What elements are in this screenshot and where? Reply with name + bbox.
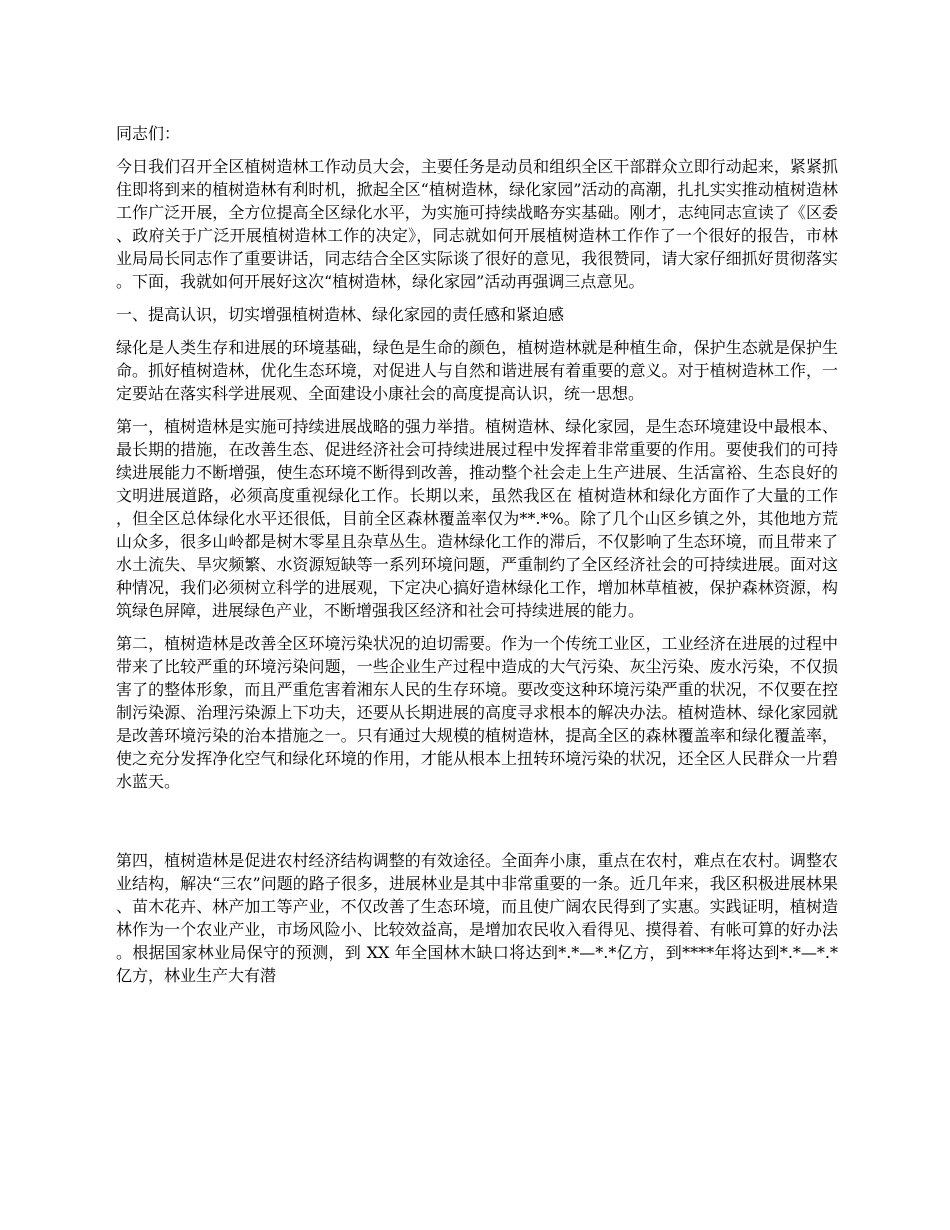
paragraph-point-2: 第二，植树造林是改善全区环境污染状况的迫切需要。作为一个传统工业区，工业经济在进展的过程中带来了比较严重的环境污染问题，一些企业生产过程中造成的大气污染、灰尘污染、废水污染，不仅损害了的整体形象，而且严重危害着湘东人民的生存环境。要改变这种环境污染严重的状况，不仅要在控制污染源、治理污染源上下功夫，还要从长期进展的高度寻求根本的解决办法。植树造林、绿化家园就是改善环境污染的治本措施之一。只有通过大规模的植树造林，提高全区的森林覆盖率和绿化覆盖率，使之充分发挥净化空气和绿化环境的作用，才能从根本上扭转环境污染的状况，还全区人民群众一片碧水蓝天。	[116, 634, 838, 791]
salutation: 同志们：	[116, 124, 181, 143]
paragraph-point-1: 第一，植树造林是实施可持续进展战略的强力举措。植树造林、绿化家园，是生态环境建设中最根本、最长期的措施，在改善生态、促进经济社会可持续进展过程中发挥着非常重要的作用。要使我们的可持续进展能力不断增强，使生态环境不断得到改善，推动整个社会走上生产进展、生活富裕、生态良好的文明进展道路，必须高度重视绿化工作。长期以来，虽然我区在 植树造林和绿化方面作了大量的工作，但全区总体绿化水平还很低，目前全区森林覆盖率仅为**.*%。除了几个山区乡镇之外，其他地方荒山众多，很多山岭都是树木零星且杂草丛生。造林绿化工作的滞后，不仅影响了生态环境，而且带来了水土流失、旱灾频繁、水资源短缺等一系列环境问题，严重制约了全区经济社会的可持续进展。面对这种情况，我们必须树立科学的进展观，下定决心搞好造林绿化工作，增加林草植被，保护森林资源，构筑绿色屏障，进展绿色产业，不断增强我区经济和社会可持续进展的能力。	[116, 417, 838, 620]
paragraph-point-4: 第四，植树造林是促进农村经济结构调整的有效途径。全面奔小康，重点在农村，难点在农村。调整农业结构，解决“三农”问题的路子很多，进展林业是其中非常重要的一条。近几年来，我区积极进展林果、苗木花卉、林产加工等产业，不仅改善了生态环境，而且使广阔农民得到了实惠。实践证明，植树造林作为一个农业产业，市场风险小、比较效益高，是增加农民收入看得见、摸得着、有帐可算的好办法。根据国家林业局保守的预测，到 XX 年全国林木缺口将达到*.*—*.*亿方，到****年将达到*.*—*.*亿方，林业生产大有潜	[116, 851, 838, 985]
document-page	[116, 122, 838, 997]
blank-gap	[116, 803, 838, 849]
paragraph-greening: 绿化是人类生存和进展的环境基础，绿色是生命的颜色，植树造林就是种植生命，保护生态就是保护生命。抓好植树造林，优化生态环境，对促进人与自然和谐进展有着重要的意义。对于植树造林工作，一定要站在落实科学进展观、全面建设小康社会的高度提高认识，统一思想。	[116, 338, 838, 403]
intro-paragraph: 今日我们召开全区植树造林工作动员大会，主要任务是动员和组织全区干部群众立即行动起来，紧紧抓住即将到来的植树造林有利时机，掀起全区“植树造林，绿化家园”活动的高潮，扎扎实实推动植树造林工作广泛开展，全方位提高全区绿化水平，为实施可持续战略夯实基础。刚才，志纯同志宣读了《区委、政府关于广泛开展植树造林工作的决定》，同志就如何开展植树造林工作作了一个很好的报告，市林业局局长同志作了重要讲话，同志结合全区实际谈了很好的意见，我很赞同，请大家仔细抓好贯彻落实。下面，我就如何开展好这次“植树造林，绿化家园”活动再强调三点意见。	[116, 157, 838, 291]
section-heading-1: 一、提高认识，切实增强植树造林、绿化家园的责任感和紧迫感	[116, 305, 565, 324]
